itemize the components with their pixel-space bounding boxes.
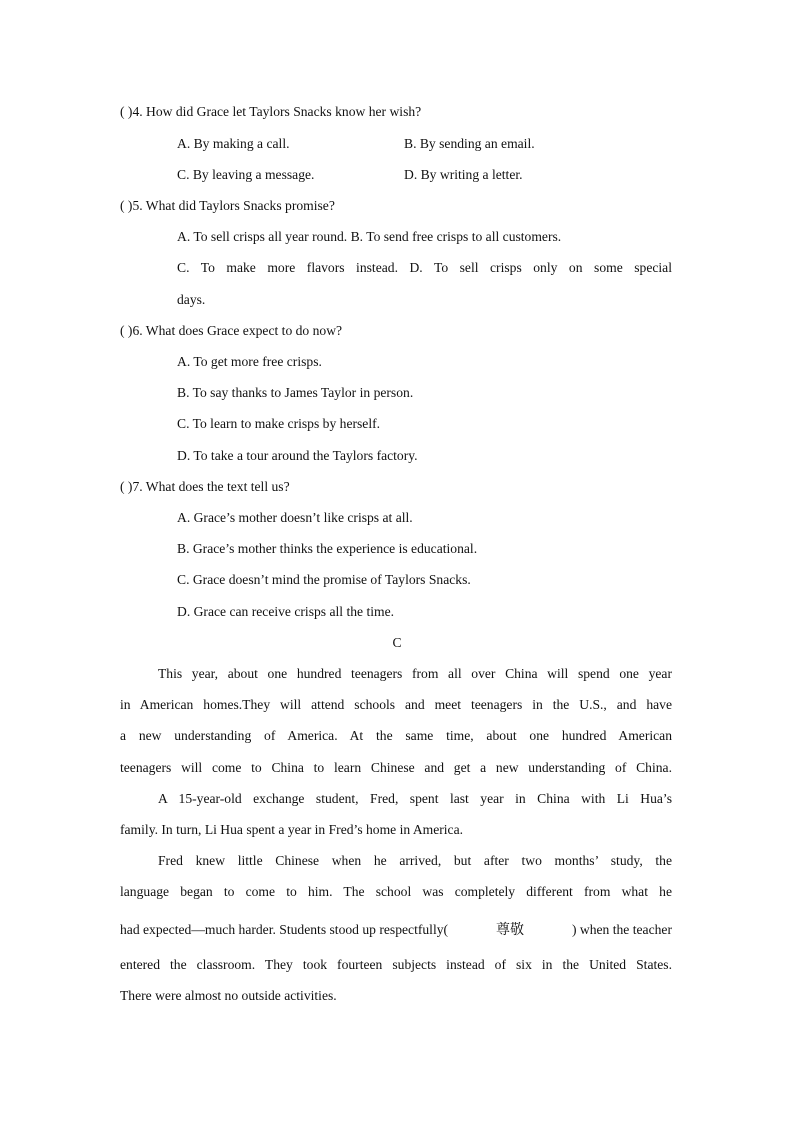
question-4-option-a: A. By making a call. — [177, 136, 290, 151]
question-6-option-a: A. To get more free crisps. — [177, 354, 322, 369]
passage-paragraph-1-line-2: in American homes.They will attend schools and meet teenagers in the U.S., and have — [120, 697, 672, 712]
question-7-option-d: D. Grace can receive crisps all the time. — [177, 604, 395, 619]
question-7-option-b: B. Grace’s mother thinks the experience is educational. — [177, 541, 478, 556]
question-7-stem: ( )7. What does the text tell us? — [120, 479, 290, 494]
question-7-option-c: C. Grace doesn’t mind the promise of Taylors Snacks. — [177, 572, 471, 587]
question-7-option-a: A. Grace’s mother doesn’t like crisps at all. — [177, 510, 413, 525]
passage-paragraph-2-line-2: family. In turn, Li Hua spent a year in Fred’s home in America. — [120, 822, 464, 837]
passage-paragraph-2-line-1: A 15-year-old exchange student, Fred, spent last year in China with Li Hua’s — [158, 791, 672, 806]
passage-paragraph-1-line-4: teenagers will come to China to learn Chinese and get a new understanding of China. — [120, 760, 672, 775]
passage-paragraph-3-line-1: Fred knew little Chinese when he arrived, but after two months’ study, the — [158, 853, 672, 868]
question-6-stem: ( )6. What does Grace expect to do now? — [120, 323, 343, 338]
question-5-stem: ( )5. What did Taylors Snacks promise? — [120, 198, 335, 213]
passage-text-segment: ) when the teacher — [571, 922, 672, 937]
section-heading: C — [392, 635, 402, 650]
passage-paragraph-3-line-5: There were almost no outside activities. — [120, 988, 337, 1003]
passage-paragraph-1-line-1: This year, about one hundred teenagers from all over China will spend one year — [158, 666, 672, 681]
question-6-option-c: C. To learn to make crisps by herself. — [177, 416, 381, 431]
chinese-gloss: 尊敬 — [496, 922, 525, 938]
question-5-options-cd: C. To make more flavors instead. D. To sell crisps only on some special — [177, 260, 672, 275]
question-4-option-c: C. By leaving a message. — [177, 167, 315, 182]
question-6-option-d: D. To take a tour around the Taylors factory. — [177, 448, 418, 463]
passage-paragraph-1-line-3: a new understanding of America. At the same time, about one hundred American — [120, 728, 672, 743]
passage-paragraph-3-line-4: entered the classroom. They took fourteen subjects instead of six in the United States. — [120, 957, 672, 972]
question-4-stem: ( )4. How did Grace let Taylors Snacks know her wish? — [120, 104, 422, 119]
question-6-option-b: B. To say thanks to James Taylor in person. — [177, 385, 414, 400]
passage-paragraph-3-line-3 — [120, 921, 672, 939]
question-5-options-cd-continued: days. — [177, 292, 206, 307]
question-4-option-b: B. By sending an email. — [404, 136, 535, 151]
question-5-options-ab: A. To sell crisps all year round. B. To send free crisps to all customers. — [177, 229, 562, 244]
question-4-option-d: D. By writing a letter. — [404, 167, 523, 182]
passage-text-segment: had expected—much harder. Students stood up respectfully( — [120, 922, 449, 937]
passage-paragraph-3-line-2: language began to come to him. The school was completely different from what he — [120, 884, 672, 899]
